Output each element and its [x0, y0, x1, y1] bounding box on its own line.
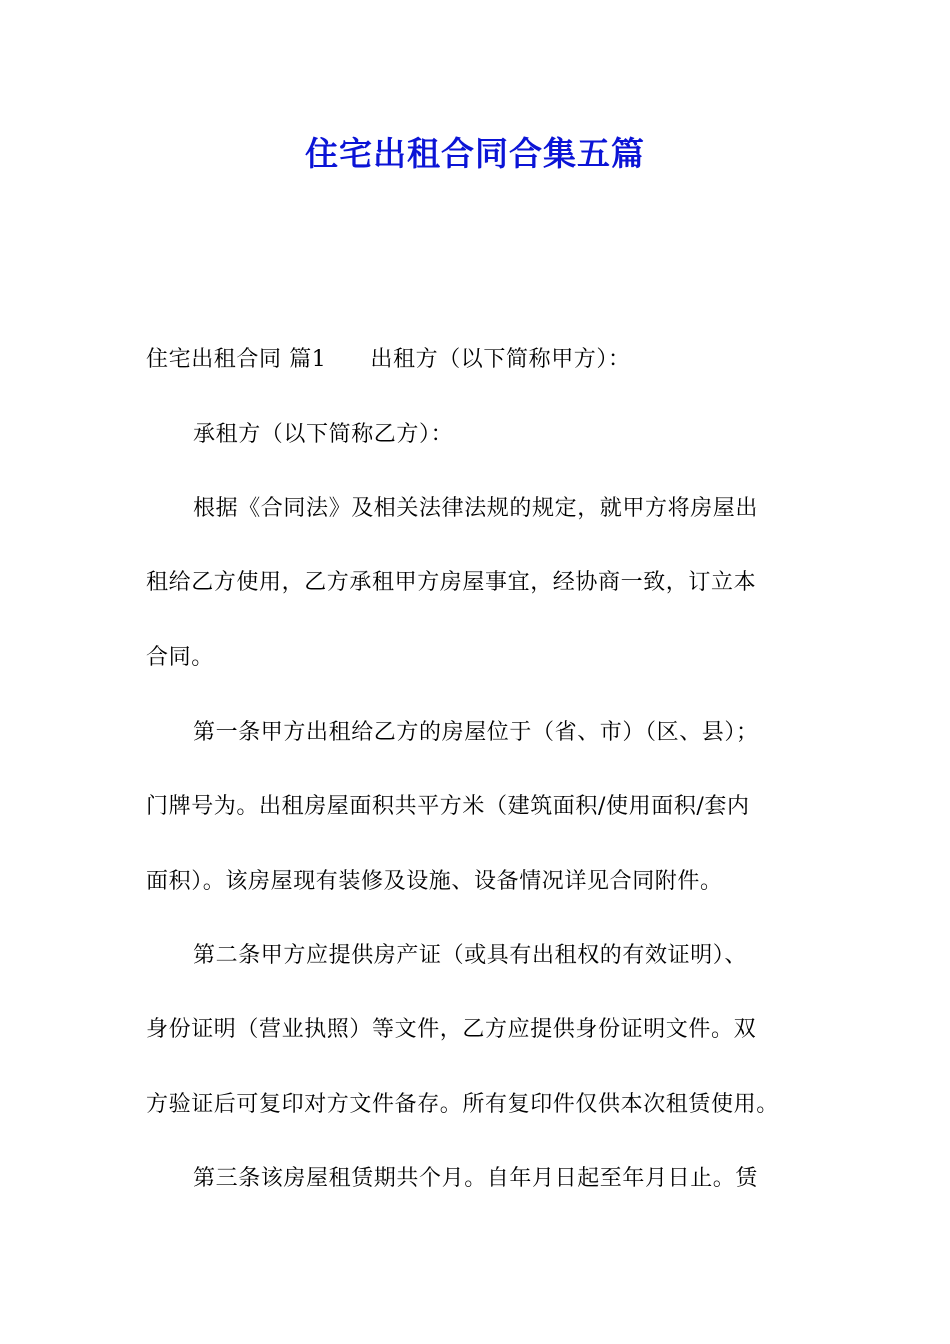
contract-heading: 住宅出租合同 篇1	[146, 347, 327, 372]
article-2-line-3: 方验证后可复印对方文件备存。所有复印件仅供本次租赁使用。	[146, 1092, 779, 1117]
paragraph-intro-line-2: 租给乙方使用，乙方承租甲方房屋事宜，经协商一致，订立本	[146, 570, 757, 595]
paragraph-intro-line-3: 合同。	[146, 645, 214, 670]
article-2-line-2: 身份证明（营业执照）等文件，乙方应提供身份证明文件。双	[146, 1017, 757, 1042]
paragraph-intro-line-1: 根据《合同法》及相关法律法规的规定，就甲方将房屋出	[193, 496, 759, 521]
article-1-line-1: 第一条甲方出租给乙方的房屋位于（省、市）（区、县）；	[193, 720, 759, 745]
contract-heading-line	[146, 345, 631, 375]
article-1-line-3: 面积）。该房屋现有装修及设施、设备情况详见合同附件。	[146, 869, 723, 894]
lessor-line: 出租方（以下简称甲方）：	[370, 347, 631, 372]
article-1-line-2: 门牌号为。出租房屋面积共平方米（建筑面积/使用面积/套内	[146, 794, 750, 819]
document-title: 住宅出租合同合集五篇	[305, 134, 645, 173]
lessee-line: 承租方（以下简称乙方）：	[193, 422, 454, 447]
article-3-line-1: 第三条该房屋租赁期共个月。自年月日起至年月日止。赁	[193, 1166, 759, 1191]
article-2-line-1: 第二条甲方应提供房产证（或具有出租权的有效证明）、	[193, 943, 748, 968]
